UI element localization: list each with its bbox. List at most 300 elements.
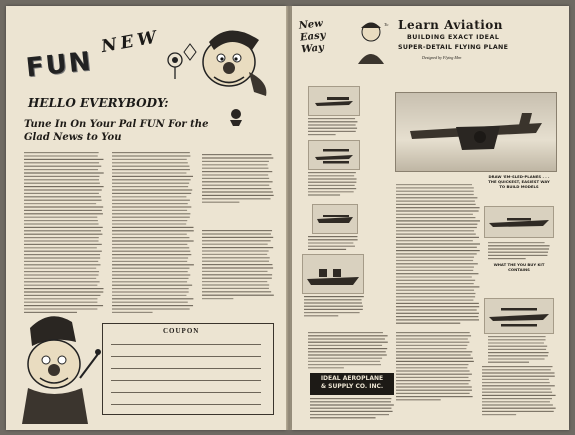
text-line — [304, 306, 363, 307]
text-line — [308, 332, 383, 333]
text-line — [482, 369, 551, 370]
text-line — [202, 254, 267, 255]
text-line — [308, 188, 356, 189]
text-line — [112, 305, 193, 306]
text-line — [202, 267, 273, 268]
text-line — [112, 213, 190, 214]
text-line — [396, 313, 479, 314]
text-line — [112, 257, 188, 258]
text-line — [24, 179, 99, 180]
text-line — [482, 392, 552, 393]
text-line — [308, 191, 354, 192]
text-line — [24, 223, 99, 224]
text-line — [308, 249, 346, 250]
text-line — [24, 251, 102, 252]
text-line — [112, 254, 191, 255]
text-line — [308, 118, 355, 119]
subtitle-2: SUPER-DETAIL FLYING PLANE — [398, 44, 509, 51]
side-headline-2: WHAT THE YOU BUY KIT CONTAINS — [493, 262, 545, 272]
text-line — [202, 233, 271, 234]
text-line — [202, 264, 272, 265]
text-line — [112, 237, 189, 238]
text-line — [308, 351, 386, 352]
coupon-line — [111, 344, 261, 345]
text-line — [396, 367, 467, 368]
text-line — [482, 398, 552, 399]
text-line — [24, 291, 103, 292]
text-line — [396, 187, 474, 188]
text-line — [24, 295, 100, 296]
text-line — [482, 411, 554, 412]
coupon-line — [111, 380, 261, 381]
text-line — [308, 121, 357, 122]
text-line — [24, 166, 101, 167]
text-line — [24, 237, 99, 238]
text-line — [396, 197, 477, 198]
text-line — [24, 247, 97, 248]
text-line — [308, 175, 354, 176]
microphone-icon — [164, 50, 186, 80]
text-line — [308, 239, 358, 240]
right-page — [292, 6, 569, 430]
text-line — [310, 404, 394, 405]
text-line — [488, 355, 548, 356]
logo-line-1: IDEAL AEROPLANE — [320, 375, 384, 382]
text-line — [202, 288, 269, 289]
text-line — [112, 210, 187, 211]
text-line — [202, 161, 269, 162]
text-line — [24, 162, 99, 163]
subtitle-3: Designed by Flying Men — [422, 55, 462, 60]
text-line — [24, 206, 103, 207]
text-line — [396, 286, 479, 287]
text-line — [308, 348, 387, 349]
text-line — [308, 345, 382, 346]
text-line — [396, 217, 475, 218]
text-line — [112, 203, 188, 204]
text-line — [308, 242, 353, 243]
text-line — [24, 196, 101, 197]
text-line — [482, 388, 551, 389]
text-line — [202, 244, 268, 245]
text-line — [308, 182, 356, 183]
text-line — [482, 395, 556, 396]
text-line — [396, 253, 477, 254]
text-line — [24, 305, 103, 306]
to-label: To — [384, 22, 389, 27]
text-line — [24, 213, 103, 214]
text-line — [112, 220, 187, 221]
text-line — [24, 227, 103, 228]
new-easy-way-heading: New Easy Way — [298, 18, 327, 56]
text-line — [24, 298, 97, 299]
text-line — [202, 295, 274, 296]
text-line — [112, 223, 186, 224]
text-line — [396, 323, 460, 324]
text-line — [396, 257, 474, 258]
text-line — [304, 309, 363, 310]
text-line — [24, 244, 102, 245]
text-line — [112, 169, 190, 170]
text-line — [396, 243, 480, 244]
text-line — [112, 247, 189, 248]
text-line — [308, 364, 381, 365]
text-line — [308, 131, 356, 132]
text-line — [310, 408, 391, 409]
text-line — [482, 382, 550, 383]
text-line — [396, 240, 473, 241]
text-line — [112, 244, 187, 245]
subtitle-1: BUILDING EXACT IDEAL — [407, 34, 500, 41]
text-line — [24, 203, 96, 204]
text-line — [482, 385, 555, 386]
text-line — [488, 255, 547, 256]
text-line — [396, 332, 470, 333]
text-line — [396, 267, 474, 268]
text-line — [396, 361, 474, 362]
text-line — [396, 273, 478, 274]
text-line — [488, 336, 546, 337]
text-line — [24, 189, 102, 190]
text-line — [24, 285, 97, 286]
text-line — [202, 178, 269, 179]
text-line — [202, 274, 272, 275]
text-line — [488, 346, 547, 347]
text-line — [112, 217, 190, 218]
text-line — [488, 349, 546, 350]
text-line — [24, 240, 99, 241]
text-line — [112, 227, 194, 228]
text-line — [396, 393, 470, 394]
text-line — [396, 345, 467, 346]
text-line — [308, 335, 388, 336]
text-line — [308, 124, 356, 125]
text-line — [24, 230, 101, 231]
text-line — [112, 240, 194, 241]
text-line — [202, 247, 273, 248]
side-headline-1: DRAW 'EM-SLED-PLANES . . . THE QUICKEST, EASIEST WAY TO BUILD MODELS — [488, 174, 550, 189]
text-line — [308, 236, 357, 237]
text-line — [24, 210, 102, 211]
text-line — [112, 206, 191, 207]
text-line — [488, 245, 550, 246]
text-line — [202, 240, 271, 241]
text-line — [202, 261, 269, 262]
text-line — [310, 401, 391, 402]
text-line — [396, 280, 475, 281]
text-line — [396, 230, 474, 231]
text-line — [112, 230, 194, 231]
text-line — [202, 237, 273, 238]
text-line — [202, 257, 270, 258]
text-line — [24, 234, 102, 235]
coupon-line — [111, 404, 261, 405]
text-line — [308, 128, 357, 129]
text-line — [396, 234, 476, 235]
text-line — [112, 159, 187, 160]
text-line — [24, 268, 96, 269]
text-line — [396, 358, 473, 359]
text-line — [396, 296, 475, 297]
text-line — [24, 264, 101, 265]
subhead: Tune In On Your Pal FUN For the Glad News to You — [24, 119, 209, 143]
text-line — [310, 414, 389, 415]
headline-fun: FUN — [24, 46, 95, 84]
text-line — [24, 172, 104, 173]
text-line — [112, 278, 189, 279]
text-line — [24, 200, 102, 201]
text-line — [112, 152, 190, 153]
text-line — [112, 295, 186, 296]
text-line — [396, 386, 472, 387]
text-line — [202, 271, 268, 272]
left-page — [6, 6, 286, 430]
text-line — [112, 271, 188, 272]
text-line — [396, 290, 474, 291]
text-line — [24, 257, 100, 258]
text-line — [304, 299, 362, 300]
text-line — [24, 278, 96, 279]
text-line — [396, 364, 468, 365]
text-line — [396, 338, 468, 339]
text-line — [112, 196, 186, 197]
text-line — [112, 274, 190, 275]
text-line — [396, 260, 473, 261]
text-line — [112, 291, 189, 292]
text-line — [304, 315, 338, 316]
text-line — [396, 293, 475, 294]
text-line — [112, 155, 190, 156]
text-line — [488, 258, 526, 259]
text-line — [202, 171, 272, 172]
text-line — [396, 354, 471, 355]
text-line — [396, 300, 473, 301]
text-line — [202, 157, 273, 158]
text-line — [202, 230, 272, 231]
text-line — [112, 308, 190, 309]
text-line — [304, 302, 362, 303]
text-line — [202, 278, 272, 279]
text-line — [202, 195, 274, 196]
text-line — [112, 179, 191, 180]
text-line — [24, 288, 103, 289]
text-line — [24, 159, 103, 160]
text-line — [24, 176, 99, 177]
text-line — [112, 186, 188, 187]
text-line — [396, 201, 475, 202]
text-line — [112, 261, 187, 262]
text-line — [112, 162, 188, 163]
text-line — [308, 246, 355, 247]
text-line — [112, 193, 191, 194]
text-line — [482, 372, 555, 373]
corner-clown-illustration — [10, 308, 102, 426]
text-line — [304, 296, 364, 297]
text-line — [482, 401, 550, 402]
text-line — [112, 285, 192, 286]
text-line — [112, 183, 189, 184]
text-line — [396, 283, 474, 284]
text-line — [396, 390, 472, 391]
text-line — [308, 361, 380, 362]
text-line — [24, 183, 100, 184]
company-logo — [310, 373, 394, 395]
coupon-box — [102, 323, 274, 415]
text-line — [308, 358, 382, 359]
text-line — [310, 417, 376, 418]
headline-new: NEW — [99, 26, 162, 58]
coupon-title: COUPON — [163, 327, 200, 335]
text-line — [202, 181, 273, 182]
text-line — [112, 264, 194, 265]
logo-line-2: & SUPPLY CO. INC. — [320, 383, 384, 390]
clown-illustration — [174, 22, 274, 102]
text-line — [396, 270, 473, 271]
text-line — [202, 291, 271, 292]
text-line — [488, 339, 546, 340]
text-line — [24, 186, 104, 187]
text-line — [202, 281, 267, 282]
text-line — [112, 268, 189, 269]
greeting: HELLO EVERYBODY: — [28, 96, 169, 110]
small-figure-illustration — [226, 106, 248, 126]
text-line — [308, 172, 356, 173]
text-line — [24, 302, 97, 303]
text-line — [482, 376, 555, 377]
text-line — [308, 342, 388, 343]
text-line — [396, 335, 471, 336]
text-line — [396, 342, 469, 343]
text-line — [202, 250, 269, 251]
text-line — [24, 254, 100, 255]
text-line — [202, 168, 268, 169]
text-line — [488, 248, 549, 249]
text-line — [24, 261, 98, 262]
coupon-line — [111, 392, 261, 393]
text-line — [308, 134, 336, 135]
text-line — [488, 362, 529, 363]
text-line — [308, 185, 355, 186]
text-line — [112, 189, 192, 190]
text-line — [24, 152, 99, 153]
text-line — [488, 352, 549, 353]
text-line — [396, 319, 479, 320]
text-line — [202, 191, 273, 192]
text-line — [396, 309, 477, 310]
text-line — [396, 214, 473, 215]
text-line — [488, 242, 545, 243]
text-line — [396, 207, 480, 208]
text-line — [396, 263, 478, 264]
text-line — [396, 374, 472, 375]
text-line — [112, 234, 187, 235]
text-line — [308, 354, 387, 355]
text-line — [396, 224, 477, 225]
text-line — [202, 164, 268, 165]
text-line — [112, 312, 153, 313]
text-line — [24, 220, 98, 221]
text-line — [482, 408, 556, 409]
text-line — [112, 281, 187, 282]
text-line — [202, 298, 233, 299]
text-line — [396, 210, 479, 211]
text-line — [396, 303, 479, 304]
text-line — [396, 348, 466, 349]
text-line — [112, 251, 190, 252]
text-line — [24, 271, 99, 272]
text-line — [482, 366, 553, 367]
text-line — [202, 198, 271, 199]
text-line — [396, 276, 472, 277]
text-line — [396, 194, 474, 195]
text-line — [396, 237, 479, 238]
text-line — [396, 247, 477, 248]
text-line — [24, 274, 99, 275]
text-line — [396, 220, 480, 221]
text-line — [24, 155, 98, 156]
text-line — [396, 250, 480, 251]
text-line — [202, 174, 268, 175]
text-line — [308, 338, 385, 339]
text-line — [202, 202, 239, 203]
text-line — [112, 176, 193, 177]
text-line — [396, 184, 472, 185]
text-line — [24, 281, 100, 282]
text-line — [488, 342, 544, 343]
text-line — [308, 178, 357, 179]
text-line — [112, 172, 186, 173]
text-line — [202, 188, 271, 189]
coupon-line — [111, 356, 261, 357]
text-line — [24, 193, 99, 194]
text-line — [24, 217, 97, 218]
text-line — [202, 284, 269, 285]
text-line — [112, 298, 193, 299]
text-line — [488, 252, 548, 253]
text-line — [112, 200, 190, 201]
text-line — [202, 154, 271, 155]
text-line — [396, 204, 476, 205]
text-line — [396, 377, 469, 378]
right-page-text-blocks — [292, 6, 569, 430]
page-title: Learn Aviation — [398, 18, 504, 32]
text-line — [112, 302, 188, 303]
text-line — [308, 367, 344, 368]
text-line — [482, 404, 553, 405]
text-line — [396, 191, 474, 192]
article-text-columns — [24, 152, 279, 318]
text-line — [304, 312, 360, 313]
text-line — [396, 380, 470, 381]
text-line — [24, 169, 98, 170]
text-line — [396, 227, 477, 228]
text-line — [112, 166, 189, 167]
text-line — [202, 185, 269, 186]
text-line — [488, 358, 545, 359]
text-line — [396, 370, 470, 371]
text-line — [396, 396, 473, 397]
text-line — [482, 414, 516, 415]
coupon-line — [111, 368, 261, 369]
text-line — [310, 398, 391, 399]
text-line — [310, 411, 393, 412]
text-line — [396, 316, 478, 317]
text-line — [112, 288, 189, 289]
text-line — [396, 351, 472, 352]
text-line — [396, 399, 441, 400]
text-line — [396, 306, 479, 307]
text-line — [482, 379, 549, 380]
